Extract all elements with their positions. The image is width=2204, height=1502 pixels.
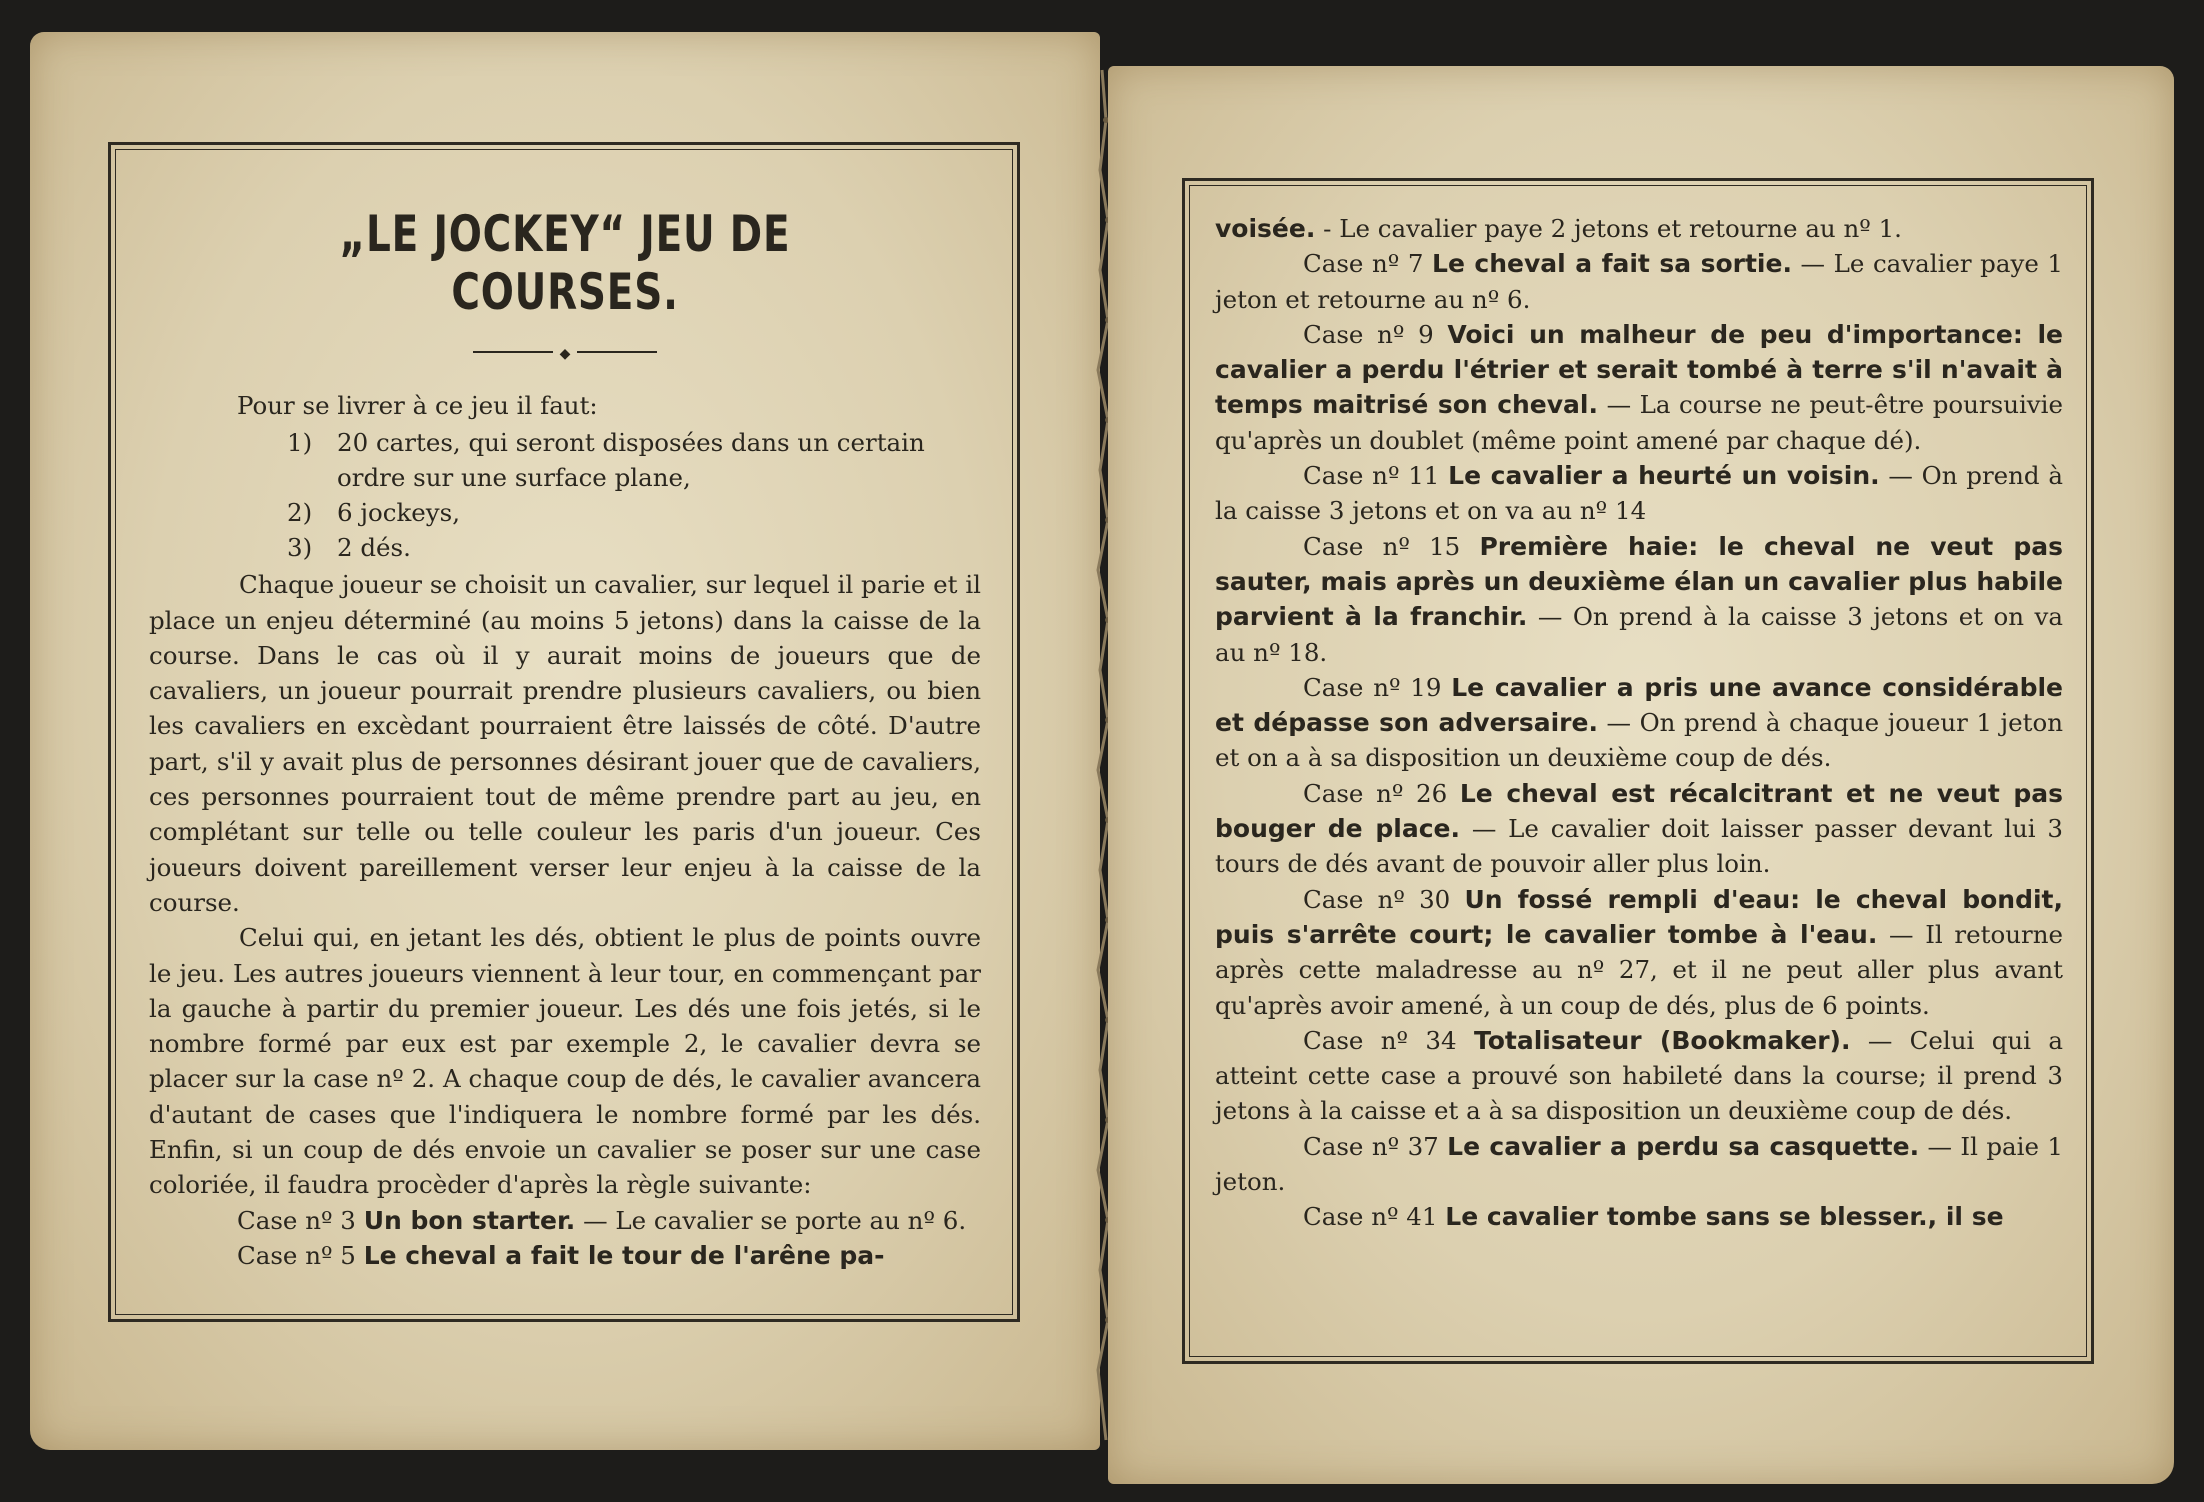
rule-case-9: Case nº 9 Voici un malheur de peu d'importance: le cavalier a perdu l'étrier et serait tombé à terre s'il n'avait à temps maitrisé son cheval. — La course ne peut-être poursuivie qu'après un doublet (même point amené par chaque dé). <box>1215 319 2063 455</box>
list-item: 1) 20 cartes, qui seront disposées dans un certain ordre sur une surface plane, <box>287 428 925 493</box>
paragraph-players: Chaque joueur se choisit un cavalier, sur lequel il parie et il place un enjeu déterminé (au moins 5 jetons) dans la caisse de la course. Dans le cas où il y aurait moins de joueurs que de cavaliers, un joueur pourrait prendre plusieurs cavaliers, ou bien les cavaliers en excèdant pourraient être laissés de côté. D'autre part, s'il y avait plus de personnes désirant jouer que de cavaliers, ces personnes pourraient tout de même prendre part au jeu, en complétant sur telle ou telle couleur les paris d'un joueur. Ces joueurs doivent pareillement verser leur enjeu à la caisse de la course. <box>149 570 981 917</box>
rule-case-41: Case nº 41 Le cavalier tombe sans se blesser., il se <box>1303 1202 2004 1232</box>
left-text-frame <box>108 142 1020 1322</box>
right-text-frame <box>1182 178 2094 1364</box>
rule-case-26: Case nº 26 Le cheval est récalcitrant et ne veut pas bouger de place. — Le cavalier doit laisser passer devant lui 3 tours de dés avant de pouvoir aller plus loin. <box>1215 778 2063 879</box>
rule-case-5-continued: voisée. - Le cavalier paye 2 jetons et retourne au nº 1. <box>1215 214 1902 243</box>
rule-case-30: Case nº 30 Un fossé rempli d'eau: le cheval bondit, puis s'arrête court; le cavalier tombe à l'eau. — Il retourne après cette maladresse au nº 27, et il ne peut aller plus avant qu'après avoir amené, à un coup de dés, plus de 6 points. <box>1215 884 2063 1020</box>
left-page <box>30 32 1100 1450</box>
list-item: 3) 2 dés. <box>287 533 411 563</box>
right-page <box>1108 66 2174 1484</box>
ornament-diamond-icon: ◆ <box>559 346 571 362</box>
rule-case-5: Case nº 5 Le cheval a fait le tour de l'arêne pa- <box>237 1240 885 1270</box>
rule-case-34: Case nº 34 Totalisateur (Bookmaker). — Celui qui a atteint cette case a prouvé son habileté dans la course; il prend 3 jetons à la caisse et a à sa disposition un deuxième coup de dés. <box>1215 1025 2063 1126</box>
requirements-list <box>149 425 981 565</box>
rule-case-3: Case nº 3 Un bon starter. — Le cavalier se porte au nº 6. <box>237 1205 967 1235</box>
rule-case-11: Case nº 11 Le cavalier a heurté un voisin. — On prend à la caisse 3 jetons et on va au nº 14 <box>1215 461 2063 526</box>
rule-case-37: Case nº 37 Le cavalier a perdu sa casquette. — Il paie 1 jeton. <box>1215 1131 2063 1197</box>
rule-case-7: Case nº 7 Le cheval a fait sa sortie. — Le cavalier paye 1 jeton et retourne au nº 6. <box>1215 249 2063 314</box>
list-item: 2) 6 jockeys, <box>287 498 460 528</box>
title-ornament <box>149 339 981 364</box>
rule-case-15: Case nº 15 Première haie: le cheval ne veut pas sauter, mais après un deuxième élan un cavalier plus habile parvient à la franchir. — On prend à la caisse 3 jetons et on va au nº 18. <box>1215 531 2063 667</box>
intro-text: Pour se livrer à ce jeu il faut: <box>237 391 598 420</box>
rule-case-19: Case nº 19 Le cavalier a pris une avance considérable et dépasse son adversaire. — On prend à chaque joueur 1 jeton et on a à sa disposition un deuxième coup de dés. <box>1215 672 2063 773</box>
page-title: „LE JOCKEY“ JEU DE COURSES. <box>339 205 791 321</box>
paragraph-dice: Celui qui, en jetant les dés, obtient le plus de points ouvre le jeu. Les autres joueurs viennent à leur tour, en commençant par la gauche à partir du premier joueur. Les dés une fois jetés, si le nombre formé par eux est par exemple 2, le cavalier devra se placer sur la case nº 2. A chaque coup de dés, le cavalier avancera d'autant de cases que l'indiquera le nombre formé par les dés. Enfin, si un coup de dés envoie un cavalier se poser sur une case coloriée, il faudra procèder d'après la règle suivante: <box>149 923 981 1200</box>
